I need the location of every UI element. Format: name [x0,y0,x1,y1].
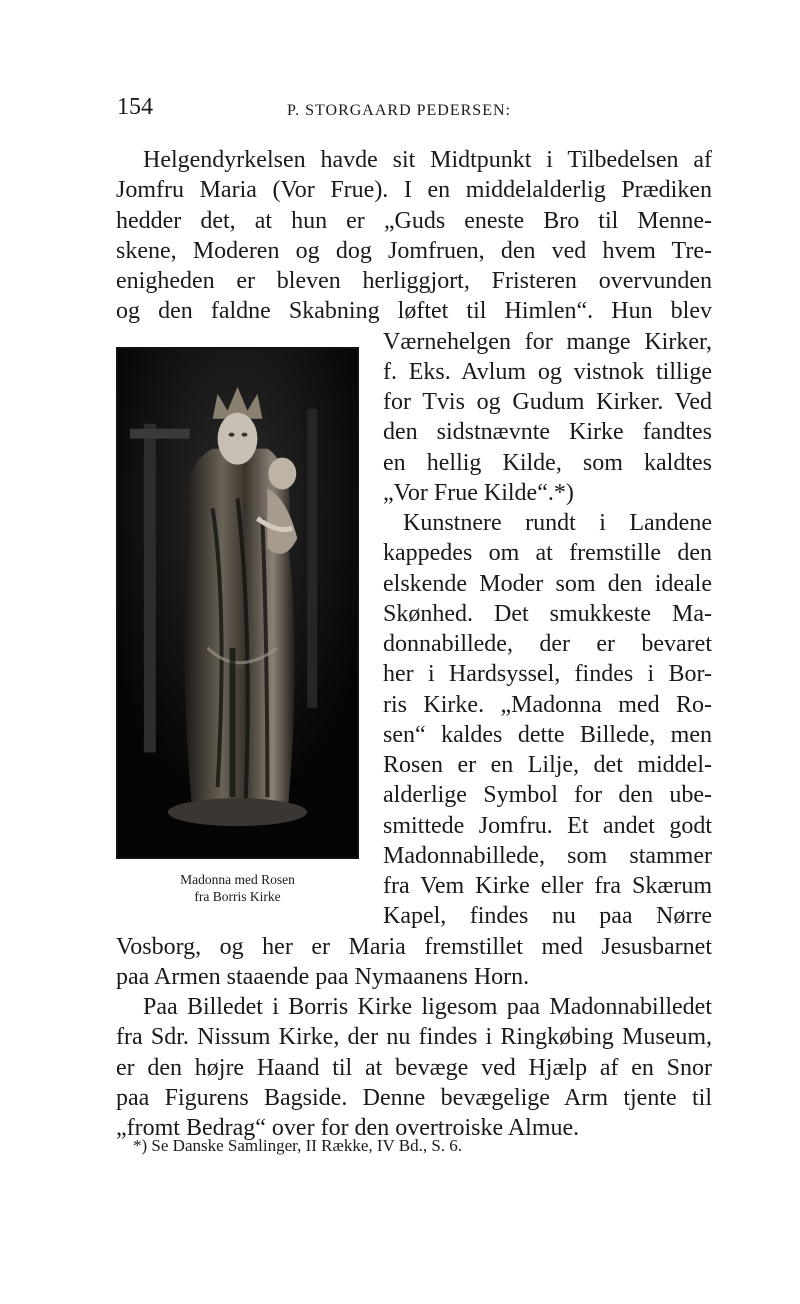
madonna-photo [116,347,359,859]
body-line: Helgendyrkelsen havde sit Midtpunkt i Tilbedelsen af [143,147,712,173]
body-line: fra Vem Kirke eller fra Skærum [383,873,712,899]
body-line: elskende Moder som den ideale [383,571,712,597]
body-line: er den højre Haand til at bevæge ved Hjælp af en Snor [116,1055,712,1081]
body-line: smittede Jomfru. Et andet godt [383,813,712,839]
body-line: en hellig Kilde, som kaldtes [383,450,712,476]
body-line: „fromt Bedrag“ over for den overtroiske Almue. [116,1115,580,1141]
body-line: for Tvis og Gudum Kirker. Ved [383,389,712,415]
body-line: fra Sdr. Nissum Kirke, der nu findes i Ringkøbing Museum, [116,1024,712,1050]
figure-caption-line: fra Borris Kirke [194,889,281,904]
page-number: 154 [117,94,153,120]
body-line: Kunstnere rundt i Landene [403,510,712,536]
body-line: paa Armen staaende paa Nymaanens Horn. [116,964,530,990]
body-line: Kapel, findes nu paa Nørre [383,903,712,929]
body-line: her i Hardsyssel, findes i Bor- [383,661,712,687]
body-line: donnabillede, der er bevaret [383,631,712,657]
body-line: ris Kirke. „Madonna med Ro- [383,692,712,718]
body-line: Paa Billedet i Borris Kirke ligesom paa Madonnabilledet [143,994,712,1020]
body-line: alderlige Symbol for den ube- [383,782,712,808]
body-line: Jomfru Maria (Vor Frue). I en middelalderlig Prædiken [116,177,712,203]
body-line: Skønhed. Det smukkeste Ma- [383,601,712,627]
body-line: f. Eks. Avlum og vistnok tillige [383,359,712,385]
body-line: Rosen er en Lilje, det middel- [383,752,712,778]
figure-caption-line: Madonna med Rosen [180,872,295,887]
body-line: Værnehelgen for mange Kirker, [383,329,712,355]
body-line: sen“ kaldes dette Billede, men [383,722,712,748]
body-line: skene, Moderen og dog Jomfruen, den ved hvem Tre- [116,238,712,264]
body-line: Madonnabillede, som stammer [383,843,712,869]
page-header [117,94,717,130]
body-line: og den faldne Skabning løftet til Himlen“. Hun blev [116,298,712,324]
body-line: den sidstnævnte Kirke fandtes [383,419,712,445]
body-line: „Vor Frue Kilde“.*) [383,480,574,506]
body-line: enigheden er bleven herliggjort, Fristeren overvunden [116,268,712,294]
running-head: P. STORGAARD PEDERSEN: [287,102,511,119]
footnote: *) Se Danske Samlinger, II Række, IV Bd., S. 6. [133,1136,463,1155]
body-line: Vosborg, og her er Maria fremstillet med Jesusbarnet [116,934,712,960]
body-line: kappedes om at fremstille den [383,540,712,566]
body-line: paa Figurens Bagside. Denne bevægelige Arm tjente til [116,1085,712,1111]
body-line: hedder det, at hun er „Guds eneste Bro til Menne- [116,208,712,234]
